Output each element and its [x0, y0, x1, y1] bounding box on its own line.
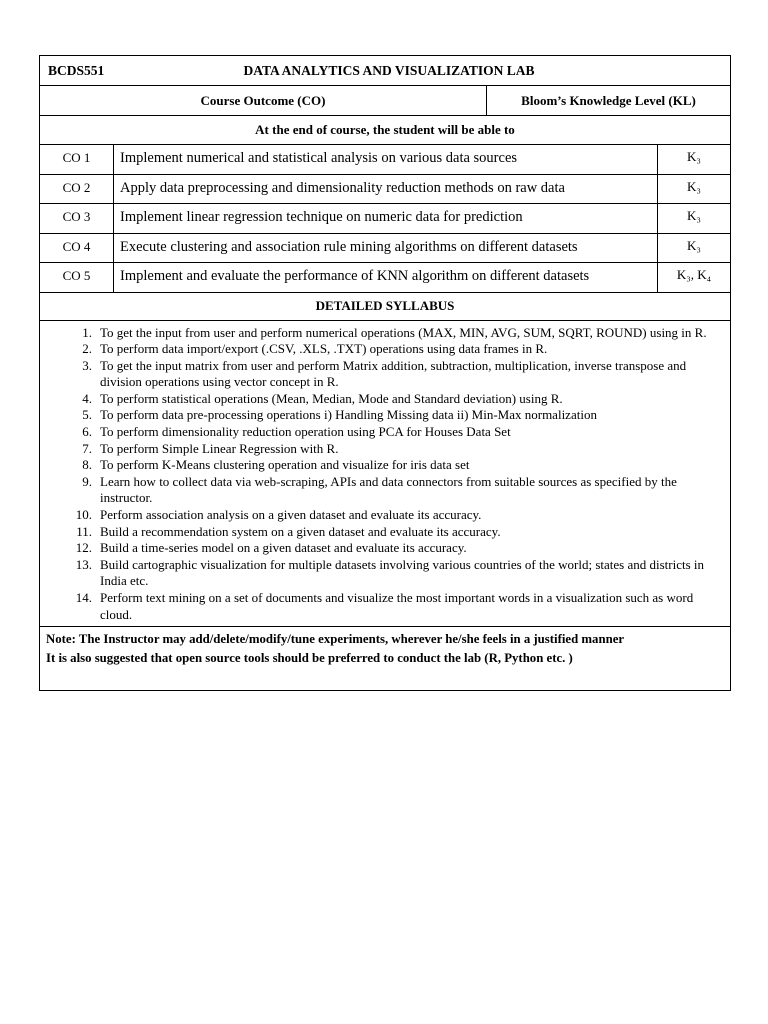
syllabus-item	[48, 441, 722, 458]
outcome-text: Execute clustering and association rule mining algorithms on different datasets	[114, 234, 658, 263]
kl-column-header: Bloom’s Knowledge Level (KL)	[521, 93, 696, 108]
item-number: 11.	[76, 523, 92, 539]
intro-text: At the end of course, the student will be able to	[255, 122, 515, 137]
outcome-id: CO 5	[40, 263, 114, 292]
syllabus-item	[48, 325, 722, 342]
outcome-row	[40, 263, 730, 293]
outcome-row	[40, 204, 730, 234]
item-number: 6.	[82, 424, 92, 440]
outcome-text: Implement linear regression technique on numeric data for prediction	[114, 204, 658, 233]
syllabus-item	[48, 590, 722, 623]
item-text: To perform Simple Linear Regression with R.	[100, 440, 339, 456]
syllabus-item	[48, 507, 722, 524]
outcome-id: CO 3	[40, 204, 114, 233]
outcome-id: CO 4	[40, 234, 114, 263]
syllabus-item	[48, 557, 722, 590]
item-number: 5.	[82, 407, 92, 423]
item-text: Build cartographic visualization for multiple datasets involving various countries of the world; states and districts in India etc.	[100, 556, 705, 589]
course-header-row	[40, 56, 730, 86]
item-number: 12.	[75, 540, 92, 556]
item-number: 2.	[82, 341, 92, 357]
outcome-kl: K₃	[687, 149, 701, 164]
item-number: 4.	[82, 390, 92, 406]
item-text: To perform data import/export (.CSV, .XLS, .TXT) operations using data frames in R.	[100, 341, 548, 357]
item-text: To get the input from user and perform numerical operations (MAX, MIN, AVG, SUM, SQRT, ROUND) using in R.	[100, 324, 707, 340]
item-text: To perform data pre-processing operations i) Handling Missing data ii) Min-Max normalization	[100, 407, 597, 423]
syllabus-document	[39, 55, 731, 691]
outcome-id: CO 2	[40, 175, 114, 204]
syllabus-header-row	[40, 293, 730, 321]
outcome-header-row	[40, 86, 730, 116]
syllabus-item	[48, 424, 722, 441]
syllabus-item	[48, 457, 722, 474]
outcome-kl: K₃	[687, 208, 701, 223]
item-text: Learn how to collect data via web-scraping, APIs and data connectors from suitable sources as specified by the instructor.	[100, 473, 677, 506]
outcome-kl: K₃	[687, 178, 701, 194]
syllabus-list	[48, 325, 722, 624]
outcome-kl: K₃	[687, 237, 701, 253]
item-number: 14.	[75, 590, 92, 605]
item-number: 7.	[82, 440, 92, 456]
item-text: To perform K-Means clustering operation and visualize for iris data set	[100, 457, 470, 473]
item-text: Perform association analysis on a given dataset and evaluate its accuracy.	[100, 507, 482, 523]
outcome-text: Apply data preprocessing and dimensionality reduction methods on raw data	[114, 175, 658, 204]
item-text: To get the input matrix from user and perform Matrix addition, subtraction, multiplication, inverse transpose and division operations using vector concept in R.	[100, 357, 687, 390]
syllabus-list-section	[40, 321, 730, 628]
course-title: DATA ANALYTICS AND VISUALIZATION LAB	[243, 62, 535, 78]
course-code: BCDS551	[48, 62, 105, 78]
item-text: To perform dimensionality reduction operation using PCA for Houses Data Set	[100, 424, 511, 440]
outcome-kl: K₃, K₄	[676, 267, 712, 282]
outcome-row	[40, 145, 730, 175]
syllabus-item	[48, 358, 722, 391]
syllabus-item	[48, 391, 722, 408]
item-number: 9.	[82, 473, 92, 489]
syllabus-item	[48, 540, 722, 557]
item-text: Build a recommendation system on a given dataset and evaluate its accuracy.	[100, 523, 501, 539]
item-number: 10.	[75, 507, 92, 523]
outcome-row	[40, 234, 730, 264]
item-text: To perform statistical operations (Mean, Median, Mode and Standard deviation) using R.	[100, 390, 563, 406]
syllabus-item	[48, 341, 722, 358]
syllabus-title: DETAILED SYLLABUS	[315, 298, 455, 313]
note-line: Note: The Instructor may add/delete/modify/tune experiments, wherever he/she feels in a justified manner	[46, 632, 625, 647]
outcome-text: Implement numerical and statistical analysis on various data sources	[114, 145, 658, 174]
note-line: It is also suggested that open source tools should be preferred to conduct the lab (R, Python etc. )	[46, 651, 573, 666]
item-number: 1.	[82, 324, 92, 340]
item-text: Perform text mining on a set of documents and visualize the most important words in a visualization such as word cloud.	[100, 590, 694, 622]
syllabus-item	[48, 524, 722, 541]
notes-section	[40, 627, 730, 690]
syllabus-item	[48, 407, 722, 424]
item-number: 8.	[82, 457, 92, 473]
syllabus-item	[48, 474, 722, 507]
item-number: 13.	[75, 556, 92, 572]
item-text: Build a time-series model on a given dataset and evaluate its accuracy.	[100, 540, 467, 556]
item-number: 3.	[82, 357, 92, 373]
outcome-row	[40, 175, 730, 205]
outcome-id: CO 1	[40, 145, 114, 174]
co-column-header: Course Outcome (CO)	[40, 86, 487, 115]
intro-row	[40, 116, 730, 145]
outcome-text: Implement and evaluate the performance of KNN algorithm on different datasets	[114, 263, 658, 292]
